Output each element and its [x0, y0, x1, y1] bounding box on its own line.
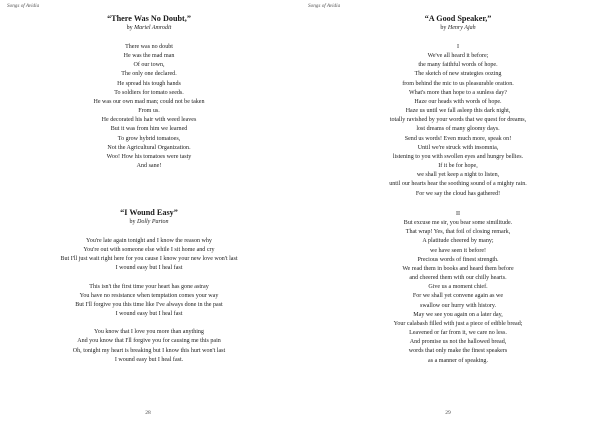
poem-title: “There Was No Doubt,”	[107, 14, 191, 23]
poem-line: What's more than hope to a sunless day?	[409, 89, 507, 96]
poem-line: and cheered them with our chilly hearts.	[409, 275, 507, 282]
poem-line: as a manner of speaking.	[428, 357, 488, 364]
poem-line: And you know that I'll forgive you for causing me this pain	[77, 338, 221, 345]
poem-line: To soldiers for tomato seeds.	[114, 89, 184, 96]
running-head: Songs of Avidia	[308, 3, 341, 9]
section-numeral: II	[455, 211, 461, 217]
poem-line: Your calabash filled with just a piece of edible bread;	[393, 320, 523, 327]
section-numeral: I	[456, 44, 459, 50]
poem-line: listening to you with swollen eyes and hungry bellies.	[392, 153, 524, 160]
poem-a-good-speaker	[320, 14, 596, 199]
poem-line: If it be for hope,	[438, 163, 478, 170]
poem-line: But excuse me sir, you bear some similitude.	[403, 220, 513, 227]
section-two	[320, 219, 596, 366]
poem-line: the many faithful words of hope.	[418, 62, 498, 69]
poem-line: Give us a moment chief.	[428, 284, 488, 291]
by-label: by	[126, 25, 133, 31]
stanza	[34, 283, 264, 320]
poem-line: totally ravished by your words that we quest for dreams,	[389, 117, 527, 124]
page-number: 28	[145, 410, 151, 416]
poem-lines	[34, 43, 264, 171]
poem-author: Mariel Amrodit	[134, 25, 172, 31]
poem-line: We read them in books and heard them before	[402, 265, 514, 272]
poem-line: Until we're struck with insomnia,	[417, 144, 499, 151]
poem-author: Henry Ajah	[447, 25, 476, 31]
poem-line: But I'll forgive you this time like I've always done in the past	[75, 301, 223, 308]
poem-line: For we say the cloud has gathered!	[415, 190, 501, 197]
poem-line: He was our own mad man; could not be taken	[93, 98, 205, 105]
poem-line: words that only make the finest speakers	[408, 348, 508, 355]
poem-line: Oh, tonight my heart is breaking but I know this hurt won't last	[72, 347, 226, 354]
poem-line: Precious words of finest strength.	[417, 256, 499, 263]
poem-line: You're late again tonight and I know the reason why	[86, 238, 212, 244]
poem-line: Haze us until we fall asleep this dark night,	[405, 108, 511, 115]
stanza	[34, 328, 264, 365]
poem-line: You're out with someone else while I sit home and cry	[83, 247, 215, 254]
poem-line: But I'll just wait right here for you cause I know your new love won't last	[60, 256, 238, 263]
by-label: by	[440, 25, 447, 31]
poem-line: lost dreams of many gloomy days.	[416, 126, 500, 133]
by-label: by	[129, 219, 136, 225]
poem-line: from behind the mic to us pleasurable oration.	[402, 80, 514, 87]
poem-line: we have seen it before!	[429, 247, 487, 254]
poem-byline	[34, 218, 264, 227]
stanza-gap	[34, 319, 264, 328]
poem-line: From us.	[138, 108, 160, 115]
poem-line: I wound easy but I heal fast.	[114, 356, 184, 363]
poem-line: I wound easy but I heal fast	[115, 265, 183, 272]
poem-byline	[34, 24, 264, 33]
page-number: 29	[445, 410, 451, 416]
poem-line: we shall yet keep a night to listen,	[416, 172, 500, 179]
poem-line: The sketch of new strategies oozing	[414, 71, 502, 78]
poem-line: For we shall yet convene again as we	[412, 293, 504, 300]
poem-line: A platitude cheered by many;	[422, 238, 494, 245]
poem-line: Haze our heads with words of hope.	[414, 98, 502, 105]
poem-line: This isn't the first time your heart has gone astray	[89, 283, 209, 290]
poem-line: until our hearts hear the soothing sound of a mighty rain.	[389, 181, 527, 188]
poem-line: May we see you again on a later day,	[413, 311, 503, 318]
poem-line: He spread his tough hands	[117, 80, 181, 87]
poem-line: You have no resistance when temptation comes your way	[79, 292, 219, 299]
running-head: Songs of Avidia	[7, 3, 40, 9]
right-page	[300, 0, 600, 424]
poem-line: But it was from him we learned	[110, 126, 188, 133]
poem-line: Woo! How his tomatoes were tasty	[106, 153, 192, 160]
poem-line: The only one declared.	[121, 71, 177, 78]
poem-byline	[320, 24, 596, 33]
poem-line: To grow hybrid tomatoes,	[117, 135, 181, 142]
poem-line: Leavened or far from it, we care no less.	[409, 330, 507, 337]
poem-title: “I Wound Easy”	[120, 208, 178, 217]
poem-i-wound-easy	[34, 208, 264, 365]
poem-line: We've all heard it before;	[427, 53, 489, 60]
poem-line: He decorated his hair with weed leaves	[101, 117, 197, 124]
poem-line: Send us words! Even much more, speak on!	[404, 135, 512, 142]
poem-line: Not the Agricultural Organization.	[107, 144, 191, 151]
poem-line: Of our town,	[133, 62, 165, 69]
poem-line: There was no doubt	[125, 44, 173, 50]
stanza	[34, 237, 264, 274]
section-one	[320, 52, 596, 199]
poem-line: He was the mad man	[123, 53, 175, 60]
poem-title: “A Good Speaker,”	[424, 14, 492, 23]
poem-author: Dolly Parton	[137, 219, 169, 225]
poem-there-was-no-doubt	[34, 14, 264, 171]
poem-line: You know that I love you more than anything	[94, 329, 204, 336]
stanza-gap	[34, 274, 264, 283]
poem-a-good-speaker-part-two	[320, 210, 596, 366]
poem-line: And promise us not the hallowed bread,	[409, 339, 507, 346]
poem-line: That wrap! Yes, that foil of closing remark,	[405, 229, 511, 236]
poem-line: swallow our hurry with history.	[419, 302, 497, 309]
poem-line: And sane!	[136, 163, 162, 170]
poem-line: I wound easy but I heal fast	[115, 311, 183, 318]
